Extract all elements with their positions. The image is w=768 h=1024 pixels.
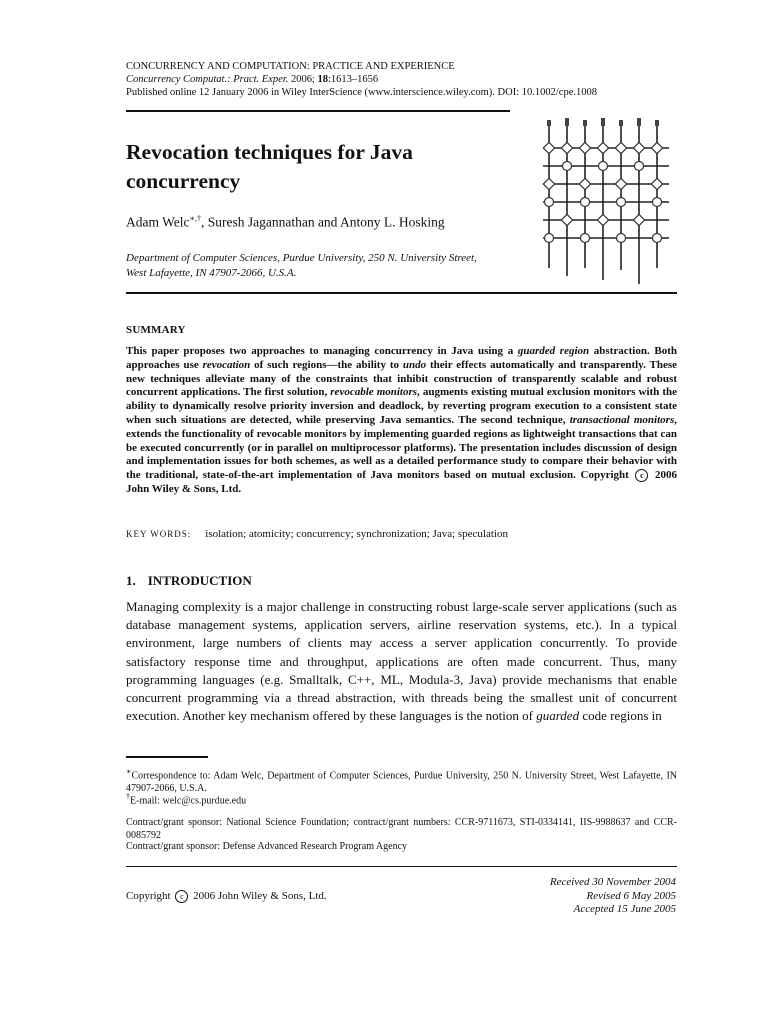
citation-pages: :1613–1656: [328, 74, 379, 85]
published-line: Published online 12 January 2006 in Wiley InterScience (www.interscience.wiley.com). DOI: 10.1002/cpe.1008: [126, 87, 597, 98]
journal-cover-graphic: [535, 118, 677, 290]
header-rule: [126, 110, 510, 112]
keywords: [126, 528, 508, 540]
author-list: [126, 214, 445, 231]
abstract-text: This paper proposes two approaches to managing concurrency in Java using a guarded region abstraction. Both approaches use revocation of such regions—the ability to undo their effects automatically and transparently. These new techniques alleviate many of the constraints that inhibit construction of transparently scalable and robust concurrent applications. The first solution, revocable monitors, augments existing mutual exclusion monitors with the ability to dynamically resolve priority inversion and deadlock, by reverting program execution to a consistent state when such situations are detected, while preserving Java semantics. The second technique, transactional monitors, extends the functionality of revocable monitors by implementing guarded regions as lightweight transactions that can be executed concurrently (or in parallel on multiprocessor platforms). The presentation includes discussion of design and implementation issues for both schemes, as well as a detailed performance study to compare their behavior with the traditional, state-of-the-art implementation of Java monitors based on mutual exclusion. Copyright c 2006 John Wiley & Sons, Ltd.: [126, 345, 678, 495]
footnote-grant-2: Contract/grant sponsor: Defense Advanced Research Program Agency: [126, 841, 408, 852]
author-footnote-marks: ∗,†: [189, 214, 201, 223]
copyright-symbol: c: [175, 890, 188, 903]
section-heading: [126, 573, 252, 589]
affiliation: [126, 251, 526, 281]
paper-title: Revocation techniques for Java concurrency: [126, 140, 413, 193]
section-title: INTRODUCTION: [147, 573, 252, 588]
section-number: 1.: [126, 573, 136, 588]
copyright-symbol: c: [635, 469, 648, 482]
summary-heading: SUMMARY: [126, 324, 186, 336]
keywords-label: KEY WORDS:: [126, 529, 192, 539]
footnote-email: †E-mail: welc@cs.purdue.edu: [126, 792, 247, 807]
keywords-value: isolation; atomicity; concurrency; synchronization; Java; speculation: [205, 528, 508, 540]
date-received: Received 30 November 2004: [549, 876, 676, 888]
footer-rule: [126, 866, 677, 867]
journal-name: CONCURRENCY AND COMPUTATION: PRACTICE AND EXPERIENCE: [126, 61, 455, 72]
citation-journal: Concurrency Computat.: Pract. Exper.: [126, 74, 289, 85]
footnote-grant-1: Contract/grant sponsor: National Science Foundation; contract/grant numbers: CCR-9711673, STI-0334141, IIS-9988637 and CCR-0085792: [126, 817, 677, 841]
footer-copyright: Copyright c 2006 John Wiley & Sons, Ltd.: [126, 890, 327, 902]
footnote-rule: [126, 756, 208, 758]
introduction-text: Managing complexity is a major challenge in constructing robust large-scale server applications (such as database management systems, application servers, airline reservation systems, etc.). In a typical environment, large numbers of clients may access a server application concurrently. To provide satisfactory response time and throughput, applications are often made concurrent. Thus, many programming languages (e.g. Smalltalk, C++, ML, Modula-3, Java) provide mechanisms that enable concurrent programming via a thread abstraction, with threads being the smallest unit of concurrent execution. Another key mechanism offered by these languages is the notion of guarded code regions in: [126, 599, 677, 724]
affiliation-line-2: West Lafayette, IN 47907-2066, U.S.A.: [126, 267, 297, 279]
received-dates: [550, 876, 676, 917]
footnote-correspondence: ∗Correspondence to: Adam Welc, Department of Computer Sciences, Purdue University, 250 N. University Street, West Lafayette, IN 47907-2066, U.S.A.: [126, 767, 677, 794]
title-block-rule: [126, 292, 677, 294]
author-others: , Suresh Jagannathan and Antony L. Hosking: [200, 214, 445, 230]
date-accepted: Accepted 15 June 2005: [573, 903, 676, 916]
citation-volume: 18: [317, 74, 329, 85]
author-first: Adam Welc: [126, 214, 190, 230]
affiliation-line-1: Department of Computer Sciences, Purdue University, 250 N. University Street,: [126, 252, 477, 264]
citation-year: 2006;: [288, 74, 318, 85]
date-revised: Revised 6 May 2005: [586, 889, 676, 902]
citation-line: [126, 73, 378, 86]
